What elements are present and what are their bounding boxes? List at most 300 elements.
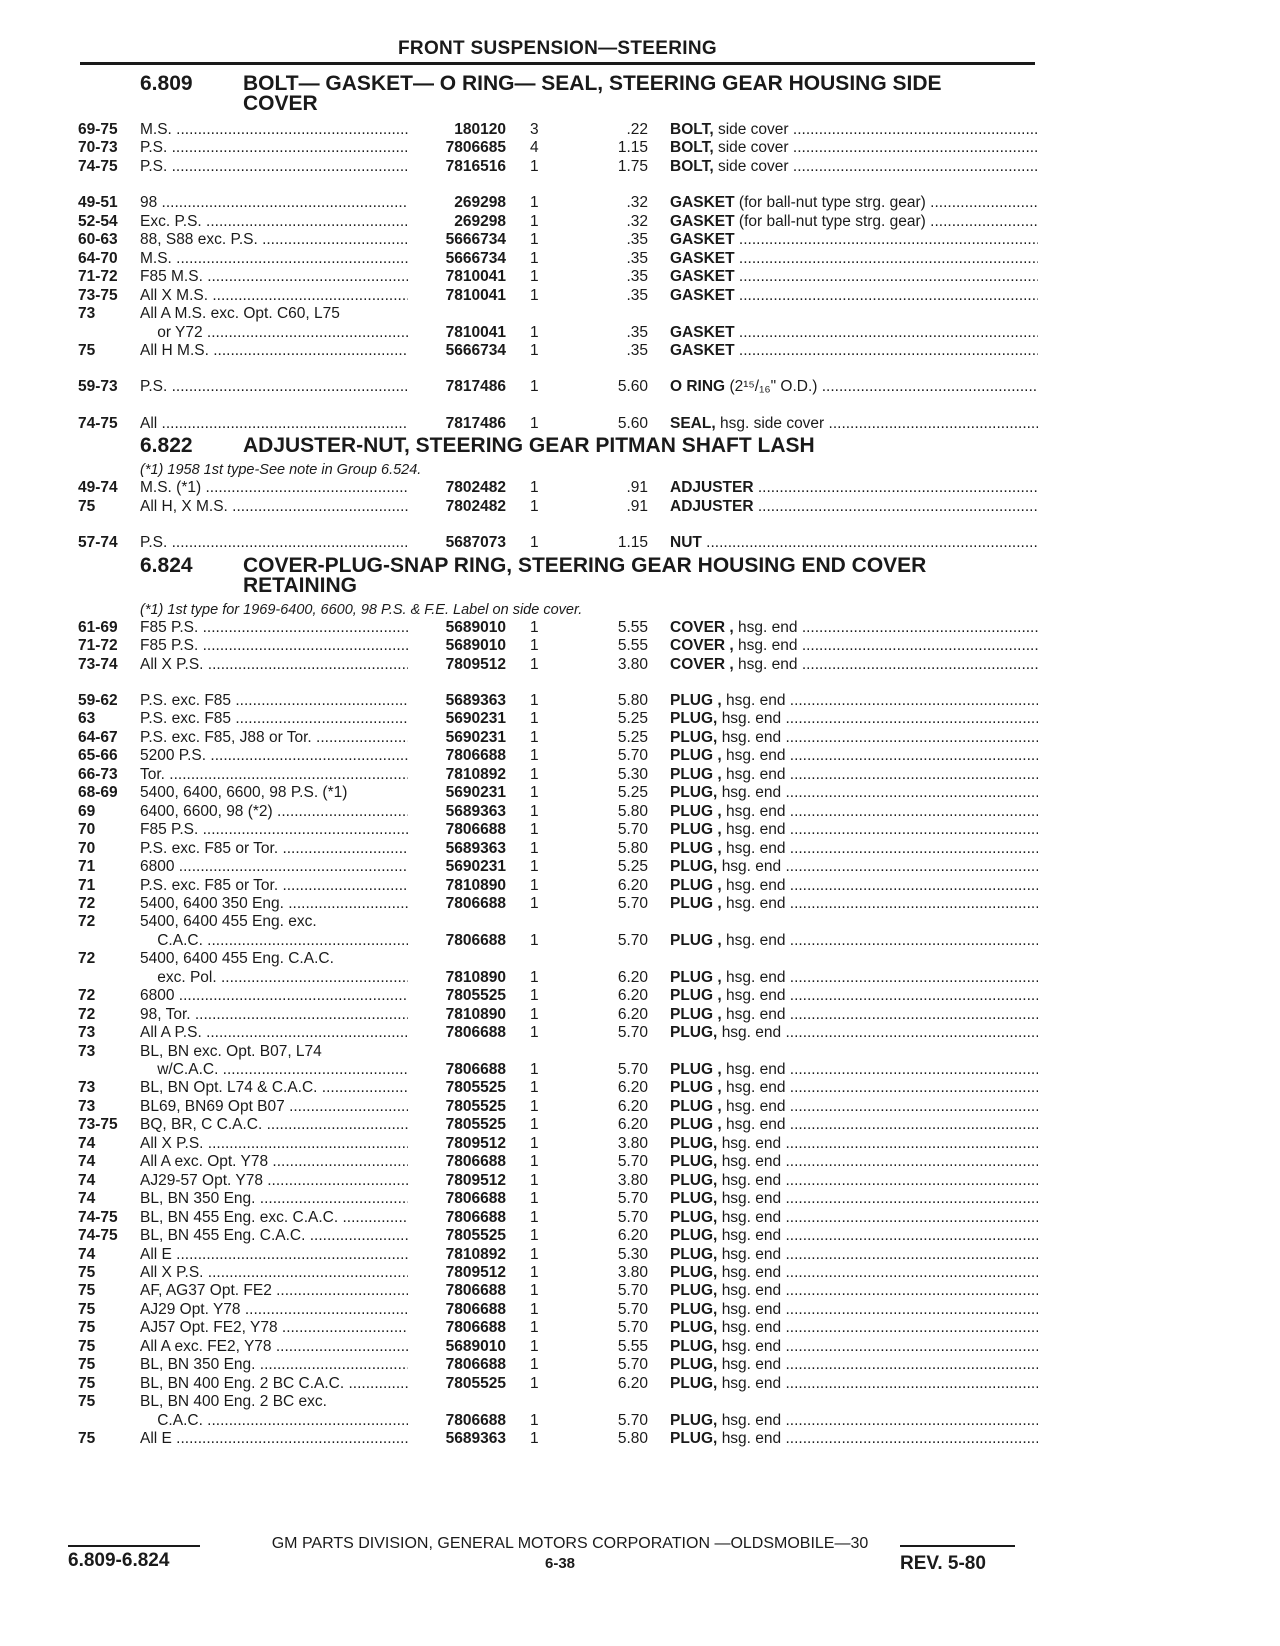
table-row <box>0 1355 1280 1374</box>
model-year: 75 <box>78 1374 96 1392</box>
table-row <box>0 1060 1280 1079</box>
price: 5.60 <box>617 414 648 432</box>
description <box>670 1005 1038 1024</box>
application: 6800 ..... <box>140 986 408 1005</box>
application: AJ29-57 Opt. Y78 ..... <box>140 1171 408 1190</box>
part-number: 5689363 <box>445 839 506 857</box>
description <box>670 783 1038 802</box>
quantity: 1 <box>530 1263 539 1281</box>
quantity: 1 <box>530 212 539 230</box>
item-name: GASKET <box>670 268 735 286</box>
price: .35 <box>626 286 648 304</box>
description <box>670 1429 1038 1448</box>
table-row <box>0 230 1280 249</box>
section-number: 6.824 <box>140 553 193 577</box>
spacer <box>735 324 739 341</box>
part-number: 7806688 <box>445 1356 506 1374</box>
description <box>670 323 1038 342</box>
quantity: 1 <box>530 728 539 746</box>
quantity: 1 <box>530 194 539 212</box>
item-name: PLUG, <box>670 1134 718 1152</box>
item-detail: hsg. end <box>721 1208 782 1226</box>
application: M.S. ..... <box>140 249 408 268</box>
quantity: 1 <box>530 497 539 515</box>
description <box>670 1115 1038 1134</box>
price: 1.15 <box>617 139 648 157</box>
item-name: PLUG , <box>670 747 722 765</box>
application: All X P.S. ..... <box>140 655 408 674</box>
table-row <box>0 377 1280 396</box>
price: .91 <box>626 497 648 515</box>
table-row <box>0 765 1280 784</box>
quantity: 1 <box>530 1282 539 1300</box>
item-detail: hsg. end <box>725 821 786 839</box>
description <box>670 230 1038 249</box>
part-number: 7806688 <box>445 1208 506 1226</box>
description <box>670 478 1038 497</box>
part-number: 7805525 <box>445 1079 506 1097</box>
quantity: 1 <box>530 1134 539 1152</box>
model-year: 73 <box>78 1024 96 1042</box>
section-note: (*1) 1958 1st type-See note in Group 6.524. <box>140 462 422 479</box>
description <box>670 691 1038 710</box>
model-year: 49-51 <box>78 194 118 212</box>
quantity: 1 <box>530 231 539 249</box>
application: C.A.C. ..... <box>140 1411 408 1430</box>
part-number: 5689363 <box>445 1430 506 1447</box>
part-number: 7810890 <box>445 968 506 986</box>
table-row <box>0 341 1280 360</box>
quantity: 1 <box>530 157 539 175</box>
item-name: PLUG, <box>670 1430 718 1447</box>
table-row <box>0 636 1280 655</box>
part-number: 5689363 <box>445 802 506 820</box>
quantity: 1 <box>530 534 539 552</box>
price: .32 <box>626 212 648 230</box>
part-number: 5689363 <box>445 692 506 709</box>
application: 5400, 6400, 6600, 98 P.S. (*1) <box>140 784 348 802</box>
item-detail: hsg. end <box>725 1061 786 1078</box>
part-number: 7806688 <box>445 1190 506 1208</box>
part-number: 7806688 <box>445 1153 506 1171</box>
model-year: 70-73 <box>78 139 118 157</box>
price: 5.70 <box>617 894 648 912</box>
description <box>670 1134 1038 1153</box>
item-detail: side cover <box>717 121 789 138</box>
item-name: PLUG, <box>670 1411 718 1429</box>
price: 3.80 <box>617 1171 648 1189</box>
item-name: PLUG , <box>670 1005 722 1023</box>
part-number: 7806688 <box>445 1319 506 1337</box>
price: 6.20 <box>617 1227 648 1245</box>
table-row <box>0 802 1280 821</box>
application: 98, Tor. ..... <box>140 1005 408 1024</box>
quantity: 1 <box>530 1061 539 1078</box>
application: All A exc. Opt. Y78 ..... <box>140 1152 408 1171</box>
model-year: 65-66 <box>78 747 118 765</box>
item-detail: hsg. end <box>738 655 798 673</box>
application: 88, S88 exc. P.S. ..... <box>140 230 408 249</box>
model-year: 75 <box>78 1356 96 1374</box>
model-year: 63 <box>78 710 96 728</box>
item-name: GASKET <box>670 212 735 230</box>
application: All A exc. FE2, Y78 ..... <box>140 1337 408 1356</box>
table-row <box>0 1189 1280 1208</box>
quantity: 1 <box>530 1097 539 1115</box>
application: 6400, 6600, 98 (*2) ..... <box>140 802 408 821</box>
description <box>670 1281 1038 1300</box>
footer-revision: REV. 5-80 <box>900 1553 986 1574</box>
quantity: 1 <box>530 1300 539 1318</box>
application: BL, BN 400 Eng. 2 BC C.A.C. ..... <box>140 1374 408 1393</box>
item-name: COVER , <box>670 655 734 673</box>
model-year: 73 <box>78 1097 96 1115</box>
model-year: 61-69 <box>78 618 118 636</box>
quantity: 1 <box>530 1208 539 1226</box>
item-name: PLUG, <box>670 1227 718 1245</box>
model-year: 72 <box>78 1005 96 1023</box>
price: 5.30 <box>617 1245 648 1263</box>
item-name: BOLT, <box>670 157 714 175</box>
description <box>670 1097 1038 1116</box>
part-number: 7810890 <box>445 1005 506 1023</box>
part-number: 7810041 <box>445 286 506 304</box>
part-number: 7817486 <box>445 414 506 432</box>
item-name: PLUG, <box>670 1300 718 1318</box>
application: All X M.S. ..... <box>140 286 408 305</box>
quantity: 1 <box>530 1079 539 1097</box>
item-detail: hsg. end <box>721 1171 782 1189</box>
model-year: 73 <box>78 1042 96 1060</box>
price: 5.25 <box>617 858 648 876</box>
item-detail: hsg. end <box>721 1356 782 1374</box>
description <box>670 968 1038 987</box>
price: 5.70 <box>617 1153 648 1171</box>
model-year: 73-75 <box>78 286 118 304</box>
table-row <box>0 894 1280 913</box>
description <box>670 1208 1038 1227</box>
application: BL, BN 455 Eng. exc. C.A.C. ..... <box>140 1208 408 1227</box>
table-row <box>0 1245 1280 1264</box>
item-name: PLUG, <box>670 1245 718 1263</box>
description <box>670 820 1038 839</box>
table-row <box>0 655 1280 674</box>
item-detail: side cover <box>717 157 789 175</box>
description <box>670 802 1038 821</box>
price: 1.75 <box>617 157 648 175</box>
price: 5.70 <box>617 821 648 839</box>
price: 5.55 <box>617 637 648 655</box>
model-year: 69-75 <box>78 121 118 138</box>
price: 6.20 <box>617 1097 648 1115</box>
table-row <box>0 839 1280 858</box>
quantity: 1 <box>530 1245 539 1263</box>
application: 98 ..... <box>140 193 408 212</box>
description <box>670 618 1038 637</box>
price: 6.20 <box>617 968 648 986</box>
item-detail: hsg. end <box>721 710 782 728</box>
price: .22 <box>626 121 648 138</box>
price: 5.70 <box>617 747 648 765</box>
price: 5.80 <box>617 1430 648 1447</box>
application: Tor. ..... <box>140 765 408 784</box>
table-row <box>0 193 1280 212</box>
table-row <box>0 414 1280 433</box>
section-note: (*1) 1st type for 1969-6400, 6600, 98 P.S. & F.E. Label on side cover. <box>140 601 583 618</box>
part-number: 269298 <box>454 194 506 212</box>
application: or Y72 ..... <box>140 323 408 342</box>
spacer <box>735 231 739 248</box>
price: 5.55 <box>617 1337 648 1355</box>
price: .32 <box>626 194 648 212</box>
price: .35 <box>626 341 648 359</box>
table-row <box>0 1134 1280 1153</box>
application: BL, BN exc. Opt. B07, L74 <box>140 1042 322 1060</box>
price: 5.70 <box>617 1024 648 1042</box>
item-name: PLUG , <box>670 839 722 857</box>
item-detail: hsg. end <box>738 618 798 636</box>
item-detail: hsg. end <box>721 1411 782 1429</box>
table-row <box>0 1005 1280 1024</box>
item-detail: hsg. end <box>721 1190 782 1208</box>
part-number: 7817486 <box>445 378 506 396</box>
table-row <box>0 304 1280 323</box>
application: All X P.S. ..... <box>140 1134 408 1153</box>
description <box>670 765 1038 784</box>
price: 1.15 <box>617 534 648 552</box>
item-name: COVER , <box>670 637 734 655</box>
item-detail: hsg. end <box>725 931 786 949</box>
item-name: BOLT, <box>670 121 714 138</box>
price: 5.70 <box>617 1319 648 1337</box>
item-detail: hsg. end <box>725 1079 786 1097</box>
quantity: 3 <box>530 121 539 138</box>
part-number: 5666734 <box>445 341 506 359</box>
model-year: 75 <box>78 1319 96 1337</box>
description <box>670 1411 1038 1430</box>
application: All E ..... <box>140 1429 408 1448</box>
application: P.S. exc. F85 or Tor. ..... <box>140 876 408 895</box>
description <box>670 341 1038 360</box>
quantity: 1 <box>530 710 539 728</box>
price: .91 <box>626 479 648 497</box>
model-year: 64-70 <box>78 249 118 267</box>
item-detail: hsg. end <box>725 692 786 709</box>
quantity: 1 <box>530 637 539 655</box>
table-row <box>0 1078 1280 1097</box>
model-year: 75 <box>78 1263 96 1281</box>
part-number: 5687073 <box>445 534 506 552</box>
item-detail: hsg. side cover <box>719 414 825 432</box>
part-number: 7802482 <box>445 497 506 515</box>
item-name: SEAL, <box>670 414 716 432</box>
description <box>670 138 1038 157</box>
part-number: 7806685 <box>445 139 506 157</box>
description <box>670 931 1038 950</box>
quantity: 1 <box>530 618 539 636</box>
quantity: 1 <box>530 968 539 986</box>
description <box>670 1152 1038 1171</box>
table-row <box>0 709 1280 728</box>
item-detail: hsg. end <box>725 1116 786 1134</box>
table-row <box>0 1337 1280 1356</box>
item-detail: hsg. end <box>721 1337 782 1355</box>
quantity: 1 <box>530 765 539 783</box>
quantity: 1 <box>530 1356 539 1374</box>
section-title: COVER-PLUG-SNAP RING, STEERING GEAR HOUSING END COVER RETAINING <box>243 553 927 597</box>
quantity: 1 <box>530 894 539 912</box>
description <box>670 533 1038 552</box>
table-row <box>0 949 1280 968</box>
table-row <box>0 1023 1280 1042</box>
description <box>670 1189 1038 1208</box>
price: 5.60 <box>617 378 648 396</box>
header-rule <box>80 62 1035 65</box>
price: .35 <box>626 231 648 249</box>
application: 5400, 6400 350 Eng. ..... <box>140 894 408 913</box>
item-detail: hsg. end <box>721 1319 782 1337</box>
part-number: 5689010 <box>445 637 506 655</box>
item-detail: hsg. end <box>721 1300 782 1318</box>
part-number: 5689010 <box>445 1337 506 1355</box>
table-row <box>0 912 1280 931</box>
part-number: 7806688 <box>445 931 506 949</box>
quantity: 1 <box>530 323 539 341</box>
part-number: 7805525 <box>445 1097 506 1115</box>
item-name: PLUG , <box>670 987 722 1005</box>
description <box>670 1171 1038 1190</box>
description <box>670 746 1038 765</box>
price: 6.20 <box>617 1116 648 1134</box>
model-year: 74 <box>78 1171 96 1189</box>
application: P.S. ..... <box>140 138 408 157</box>
item-name: PLUG , <box>670 765 722 783</box>
table-row <box>0 1392 1280 1411</box>
item-name: O RING <box>670 378 726 396</box>
application: P.S. exc. F85 ..... <box>140 709 408 728</box>
quantity: 1 <box>530 268 539 286</box>
item-detail: (for ball-nut type strg. gear) <box>738 212 926 230</box>
item-name: PLUG , <box>670 802 722 820</box>
application: BL, BN Opt. L74 & C.A.C. ..... <box>140 1078 408 1097</box>
part-number: 7810890 <box>445 876 506 894</box>
model-year: 74 <box>78 1190 96 1208</box>
item-detail: hsg. end <box>721 728 782 746</box>
application: 5400, 6400 455 Eng. exc. <box>140 913 317 931</box>
table-row <box>0 212 1280 231</box>
application: P.S. exc. F85 or Tor. ..... <box>140 839 408 858</box>
part-number: 7809512 <box>445 1171 506 1189</box>
model-year: 71 <box>78 876 96 894</box>
model-year: 74 <box>78 1245 96 1263</box>
item-detail: hsg. end <box>721 858 782 876</box>
quantity: 1 <box>530 839 539 857</box>
model-year: 72 <box>78 913 96 931</box>
application: All H M.S. ..... <box>140 341 408 360</box>
price: 5.70 <box>617 1061 648 1078</box>
model-year: 59-73 <box>78 378 118 396</box>
description <box>670 655 1038 674</box>
model-year: 72 <box>78 894 96 912</box>
quantity: 1 <box>530 858 539 876</box>
part-number: 7809512 <box>445 1134 506 1152</box>
application: BQ, BR, C C.A.C. ..... <box>140 1115 408 1134</box>
description <box>670 249 1038 268</box>
price: 6.20 <box>617 987 648 1005</box>
item-detail: hsg. end <box>721 1245 782 1263</box>
description <box>670 876 1038 895</box>
model-year: 73-75 <box>78 1116 118 1134</box>
application: P.S. ..... <box>140 377 408 396</box>
section-number: 6.809 <box>140 72 193 95</box>
quantity: 1 <box>530 341 539 359</box>
part-number: 7806688 <box>445 1061 506 1078</box>
part-number: 7806688 <box>445 1300 506 1318</box>
table-row <box>0 120 1280 139</box>
model-year: 60-63 <box>78 231 118 249</box>
item-name: PLUG, <box>670 1319 718 1337</box>
model-year: 75 <box>78 1282 96 1300</box>
table-row <box>0 267 1280 286</box>
item-name: PLUG , <box>670 692 722 709</box>
quantity: 1 <box>530 286 539 304</box>
application: P.S. ..... <box>140 157 408 176</box>
item-name: PLUG, <box>670 1263 718 1281</box>
item-detail: hsg. end <box>725 839 786 857</box>
application: All X P.S. ..... <box>140 1263 408 1282</box>
quantity: 1 <box>530 784 539 802</box>
item-name: PLUG, <box>670 1190 718 1208</box>
item-detail: hsg. end <box>725 876 786 894</box>
table-row <box>0 968 1280 987</box>
part-number: 7809512 <box>445 1263 506 1281</box>
footer-group-range: 6.809-6.824 <box>68 1550 170 1571</box>
price: 3.80 <box>617 1263 648 1281</box>
item-name: COVER , <box>670 618 734 636</box>
part-number: 7806688 <box>445 747 506 765</box>
part-number: 7810041 <box>445 268 506 286</box>
application: Exc. P.S. ..... <box>140 212 408 231</box>
price: 5.25 <box>617 728 648 746</box>
table-row <box>0 478 1280 497</box>
price: 6.20 <box>617 1374 648 1392</box>
item-name: PLUG, <box>670 710 718 728</box>
part-number: 7806688 <box>445 1282 506 1300</box>
description <box>670 120 1038 139</box>
item-detail: hsg. end <box>725 765 786 783</box>
item-detail: hsg. end <box>721 1227 782 1245</box>
description <box>670 286 1038 305</box>
description <box>670 414 1038 433</box>
price: 5.70 <box>617 1282 648 1300</box>
item-name: GASKET <box>670 323 735 341</box>
model-year: 73-74 <box>78 655 118 673</box>
application: F85 P.S. ..... <box>140 820 408 839</box>
table-row <box>0 1318 1280 1337</box>
part-number: 7805525 <box>445 987 506 1005</box>
part-number: 7810892 <box>445 765 506 783</box>
spacer <box>735 287 739 304</box>
model-year: 74-75 <box>78 1227 118 1245</box>
item-detail: hsg. end <box>721 1282 782 1300</box>
item-name: PLUG, <box>670 1171 718 1189</box>
model-year: 59-62 <box>78 692 118 709</box>
description <box>670 1355 1038 1374</box>
price: 3.80 <box>617 1134 648 1152</box>
application: All H, X M.S. ..... <box>140 497 408 516</box>
table-row <box>0 986 1280 1005</box>
application: 6800 ..... <box>140 857 408 876</box>
